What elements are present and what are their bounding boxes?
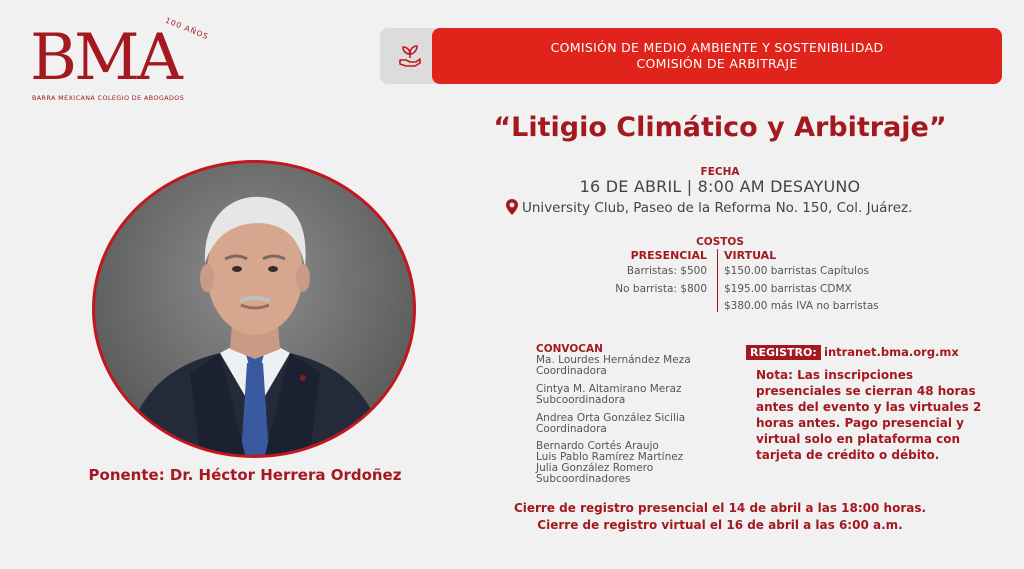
logo-subtitle: BARRA MEXICANA COLEGIO DE ABOGADOS [32,94,185,102]
location-text: University Club, Paseo de la Reforma No. 150, Col. Juárez. [522,200,913,216]
convocan-line: Ma. Lourdes Hernández Meza [536,354,691,366]
registro-nota: Nota: Las inscripciones presenciales se cierran 48 horas antes del evento y las virtuales 2 horas antes. Pago presencial y virtual solo en plataforma con tarjeta de crédito o débito. [756,368,982,462]
virtual-cost: $150.00 barristas Capítulos [724,265,869,277]
fecha-heading: FECHA [700,166,740,178]
costos-divider [717,249,718,312]
event-title: “Litigio Climático y Arbitraje” [493,112,947,143]
speaker-photo [92,160,416,458]
presencial-cost: No barrista: $800 [615,283,707,295]
costos-heading: COSTOS [696,236,744,248]
convocan-line: Coordinadora [536,423,607,435]
banner-line-2: COMISIÓN DE ARBITRAJE [636,56,798,71]
convocan-line: Subcoordinadora [536,394,626,406]
speaker-name: Ponente: Dr. Héctor Herrera Ordoñez [88,466,402,484]
event-location [506,199,946,216]
cierre-virtual: Cierre de registro virtual el 16 de abril a las 6:00 a.m. [537,518,903,532]
hand-plant-icon [398,42,422,68]
virtual-heading: VIRTUAL [724,249,777,262]
convocan-line: Coordinadora [536,365,607,377]
virtual-cost: $195.00 barristas CDMX [724,283,852,295]
convocan-heading: CONVOCAN [536,343,603,355]
logo-letters: BMA [30,21,180,95]
presencial-cost: Barristas: $500 [626,265,707,277]
location-pin-icon [506,199,518,215]
convocan-line: Andrea Orta González Sicilia [536,412,686,424]
banner-line-1: COMISIÓN DE MEDIO AMBIENTE Y SOSTENIBILIDAD [550,40,884,55]
virtual-cost: $380.00 más IVA no barristas [724,300,879,312]
bma-logo [28,14,218,104]
banner-icon-box [380,28,440,84]
commission-banner [432,28,1002,84]
convocan-line: Luis Pablo Ramírez Martínez [536,451,684,463]
convocan-line: Subcoordinadores [536,473,631,485]
convocan-line: Cintya M. Altamirano Meraz [536,383,682,395]
registro-badge: REGISTRO: [746,345,821,360]
fecha-value: 16 DE ABRIL | 8:00 AM DESAYUNO [579,177,861,196]
cierre-presencial: Cierre de registro presencial el 14 de abril a las 18:00 horas. [513,501,927,515]
registro-url[interactable]: intranet.bma.org.mx [824,345,959,359]
convocan-line: Julia González Romero [536,462,654,474]
convocan-line: Bernardo Cortés Araujo [536,440,659,452]
logo-years: 100 AÑOS [163,15,211,42]
presencial-heading: PRESENCIAL [630,249,707,262]
